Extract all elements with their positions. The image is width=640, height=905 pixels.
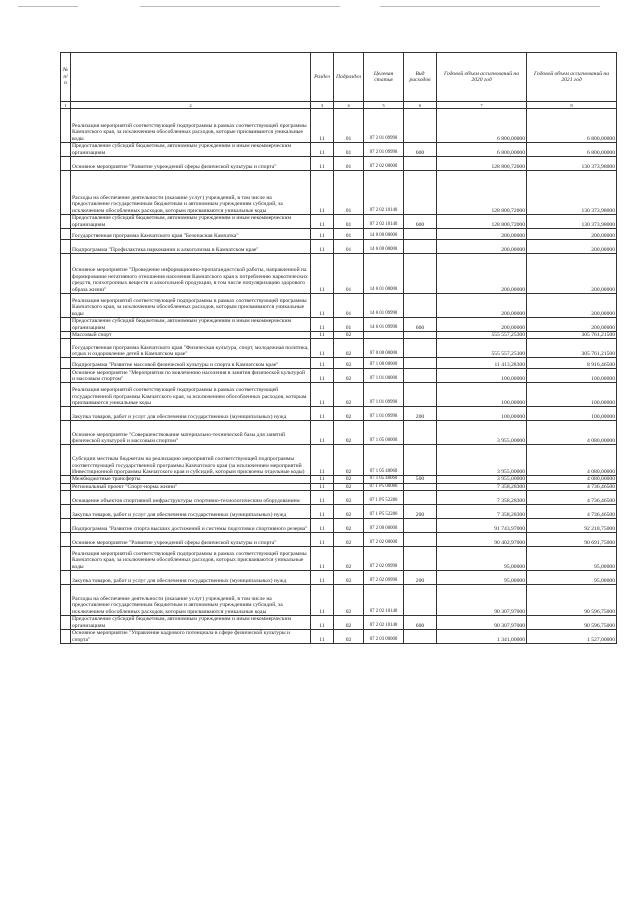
table-body — [61, 109, 617, 644]
row-podrazdel-cell: 02 — [334, 533, 364, 547]
row-podrazdel-cell: 01 — [334, 240, 364, 254]
row-sum-2020-cell: 90 307,97000 — [437, 616, 527, 630]
row-num-cell — [61, 254, 71, 294]
row-target-article-cell: 07 1 05 40060 — [364, 445, 404, 476]
column-index: 7 — [437, 102, 527, 109]
row-podrazdel-cell: 02 — [334, 339, 364, 358]
row-target-article-cell: 07 1 05 00000 — [364, 421, 404, 445]
table-row — [61, 630, 617, 644]
row-sum-2020-cell: 128 800,72000 — [437, 215, 527, 229]
row-expense-type-cell — [404, 254, 437, 294]
row-expense-type-cell: 500 — [404, 476, 437, 483]
row-razdel-cell: 11 — [311, 358, 334, 369]
header-sum-2020: Годовой объем ассигнований на 2020 год — [437, 53, 527, 102]
row-razdel-cell: 11 — [311, 519, 334, 533]
row-expense-type-cell — [404, 240, 437, 254]
row-expense-type-cell — [404, 157, 437, 171]
row-sum-2020-cell: 100,00000 — [437, 369, 527, 383]
row-razdel-cell: 11 — [311, 483, 334, 490]
table-row — [61, 157, 617, 171]
table-row — [61, 585, 617, 616]
row-podrazdel-cell: 01 — [334, 171, 364, 215]
row-razdel-cell: 11 — [311, 109, 334, 143]
row-name-cell: Подпрограмма "Профилактика наркомании и алкоголизма в Камчатском крае" — [71, 240, 311, 254]
row-target-article-cell: 07 2 02 09990 — [364, 547, 404, 571]
column-index: 2 — [71, 102, 311, 109]
row-num-cell — [61, 476, 71, 483]
table-row — [61, 294, 617, 318]
header-sum-2021: Годовой объем ассигнований на 2021 год — [527, 53, 617, 102]
row-target-article-cell: 07 1 P5 52280 — [364, 505, 404, 519]
row-podrazdel-cell: 02 — [334, 369, 364, 383]
row-num-cell — [61, 383, 71, 407]
row-razdel-cell: 11 — [311, 616, 334, 630]
table-row — [61, 421, 617, 445]
row-expense-type-cell — [404, 332, 437, 339]
row-num-cell — [61, 421, 71, 445]
row-target-article-cell: 07 0 00 00000 — [364, 339, 404, 358]
row-podrazdel-cell: 02 — [334, 571, 364, 585]
row-expense-type-cell: 600 — [404, 143, 437, 157]
row-target-article-cell: 07 1 01 09990 — [364, 407, 404, 421]
row-expense-type-cell — [404, 421, 437, 445]
row-sum-2021-cell: 130 373,98000 — [527, 215, 617, 229]
row-razdel-cell: 11 — [311, 533, 334, 547]
row-sum-2020-cell: 6 800,00000 — [437, 109, 527, 143]
table-row — [61, 407, 617, 421]
column-index: 3 — [311, 102, 334, 109]
row-name-cell: Оснащение объектов спортивной инфраструктуры спортивно-технологическим оборудованием — [71, 491, 311, 505]
row-expense-type-cell: 200 — [404, 407, 437, 421]
row-razdel-cell: 11 — [311, 585, 334, 616]
row-name-cell: Региональный проект "Спорт-норма жизни" — [71, 483, 311, 490]
row-num-cell — [61, 143, 71, 157]
row-name-cell: Государственная программа Камчатского края "Безопасная Камчатка" — [71, 229, 311, 240]
row-expense-type-cell — [404, 229, 437, 240]
table-row — [61, 445, 617, 476]
row-razdel-cell: 11 — [311, 421, 334, 445]
row-sum-2021-cell: 4 736,46500 — [527, 505, 617, 519]
table-row — [61, 505, 617, 519]
row-name-cell: Подпрограмма "Развитие спорта высших достижений и системы подготовки спортивного резерва" — [71, 519, 311, 533]
header-name — [71, 53, 311, 102]
row-razdel-cell: 11 — [311, 240, 334, 254]
row-name-cell: Основное мероприятие "Мероприятия по вовлечению населения в занятия физической культурой и массовым спортом" — [71, 369, 311, 383]
row-podrazdel-cell: 02 — [334, 421, 364, 445]
row-name-cell: Закупка товаров, работ и услуг для обеспечения государственных (муниципальных) нужд — [71, 571, 311, 585]
column-index: 4 — [334, 102, 364, 109]
row-sum-2021-cell: 4 080,00000 — [527, 476, 617, 483]
row-num-cell — [61, 358, 71, 369]
row-podrazdel-cell: 02 — [334, 483, 364, 490]
row-podrazdel-cell: 01 — [334, 229, 364, 240]
row-sum-2020-cell: 6 800,00000 — [437, 143, 527, 157]
row-target-article-cell: 14 6 01 09990 — [364, 294, 404, 318]
row-expense-type-cell: 600 — [404, 215, 437, 229]
row-sum-2020-cell: 200,00000 — [437, 318, 527, 332]
row-sum-2021-cell: 95,00000 — [527, 547, 617, 571]
row-name-cell: Расходы на обеспечение деятельности (оказание услуг) учреждений, в том числе на предоставление государственным бюджетным и автономным учреждениям субсидий, за исключением обособленных расходов, которым присваиваются уникальные коды — [71, 171, 311, 215]
row-expense-type-cell: 600 — [404, 318, 437, 332]
row-target-article-cell: 07 2 03 00000 — [364, 630, 404, 644]
row-podrazdel-cell: 02 — [334, 358, 364, 369]
row-sum-2021-cell: 92 218,75000 — [527, 519, 617, 533]
row-target-article-cell: 07 1 05 40060 — [364, 476, 404, 483]
row-target-article-cell: 07 2 02 10140 — [364, 616, 404, 630]
row-razdel-cell: 11 — [311, 254, 334, 294]
row-num-cell — [61, 157, 71, 171]
row-target-article-cell: 07 1 00 00000 — [364, 358, 404, 369]
row-razdel-cell: 11 — [311, 171, 334, 215]
row-sum-2021-cell: 130 373,98000 — [527, 171, 617, 215]
row-podrazdel-cell: 02 — [334, 407, 364, 421]
row-num-cell — [61, 547, 71, 571]
row-num-cell — [61, 229, 71, 240]
row-expense-type-cell — [404, 533, 437, 547]
row-sum-2020-cell: 555 557,25300 — [437, 339, 527, 358]
row-name-cell: Закупка товаров, работ и услуг для обеспечения государственных (муниципальных) нужд — [71, 407, 311, 421]
table-header-row — [61, 53, 617, 102]
budget-allocation-table — [60, 52, 617, 644]
row-target-article-cell: 07 2 00 00000 — [364, 519, 404, 533]
row-podrazdel-cell: 02 — [334, 476, 364, 483]
table-row — [61, 369, 617, 383]
row-sum-2020-cell: 3 955,00000 — [437, 445, 527, 476]
row-sum-2020-cell: 3 955,00000 — [437, 476, 527, 483]
row-name-cell: Реализация мероприятий соответствующей подпрограммы в рамках соответствующей программы Камчатского края, за исключением обособленных расходов, которых присваиваются уникальные коды — [71, 547, 311, 571]
row-podrazdel-cell: 01 — [334, 215, 364, 229]
row-num-cell — [61, 215, 71, 229]
row-num-cell — [61, 109, 71, 143]
row-sum-2021-cell: 8 916,46500 — [527, 358, 617, 369]
table-row — [61, 571, 617, 585]
table-row — [61, 339, 617, 358]
row-sum-2021-cell: 95,00000 — [527, 571, 617, 585]
table-row — [61, 229, 617, 240]
page-top-rule — [0, 0, 640, 18]
row-razdel-cell: 11 — [311, 476, 334, 483]
column-index: 8 — [527, 102, 617, 109]
row-num-cell — [61, 339, 71, 358]
row-name-cell: Основное мероприятие "Развитие учреждений сферы физической культуры и спорта" — [71, 157, 311, 171]
row-sum-2020-cell: 3 955,00000 — [437, 421, 527, 445]
row-target-article-cell: 07 2 02 00000 — [364, 533, 404, 547]
row-sum-2020-cell: 200,00000 — [437, 254, 527, 294]
header-razdel: Раздел — [311, 53, 334, 102]
row-name-cell: Межбюджетные трансферты — [71, 476, 311, 483]
row-sum-2020-cell: 128 800,72000 — [437, 171, 527, 215]
row-num-cell — [61, 332, 71, 339]
row-sum-2020-cell: 100,00000 — [437, 407, 527, 421]
row-podrazdel-cell: 02 — [334, 505, 364, 519]
row-name-cell: Основное мероприятие "Проведение информационно-пропагандистской работы, направленной на формирование негативного отношения населения Камчатского края к потреблению наркотических средств, психотропных веществ и алкогольной продукции, в том числе популяризацию здорового образа жизни" — [71, 254, 311, 294]
row-name-cell: Массовый спорт — [71, 332, 311, 339]
row-sum-2021-cell: 1 527,00000 — [527, 630, 617, 644]
row-sum-2021-cell: 4 736,46500 — [527, 491, 617, 505]
row-target-article-cell: 07 2 02 10140 — [364, 215, 404, 229]
row-sum-2021-cell: 100,00000 — [527, 369, 617, 383]
row-name-cell: Предоставление субсидий бюджетным, автономным учреждениям и иным некоммерческим организациям — [71, 616, 311, 630]
row-sum-2020-cell: 1 341,00000 — [437, 630, 527, 644]
header-expense-type: Вид расходов — [404, 53, 437, 102]
row-target-article-cell: 07 2 02 09990 — [364, 571, 404, 585]
row-num-cell — [61, 571, 71, 585]
row-num-cell — [61, 491, 71, 505]
row-sum-2020-cell: 200,00000 — [437, 240, 527, 254]
row-podrazdel-cell: 02 — [334, 383, 364, 407]
row-sum-2021-cell: 200,00000 — [527, 254, 617, 294]
row-podrazdel-cell: 01 — [334, 109, 364, 143]
table-row — [61, 547, 617, 571]
row-sum-2020-cell: 7 358,28300 — [437, 505, 527, 519]
row-sum-2020-cell: 200,00000 — [437, 294, 527, 318]
row-num-cell — [61, 240, 71, 254]
row-name-cell: Подпрограмма "Развитие массовой физической культуры и спорта в Камчатском крае" — [71, 358, 311, 369]
row-num-cell — [61, 294, 71, 318]
row-target-article-cell: 14 6 01 09990 — [364, 318, 404, 332]
row-sum-2021-cell: 4 736,46500 — [527, 483, 617, 490]
row-expense-type-cell — [404, 109, 437, 143]
table-row — [61, 533, 617, 547]
row-razdel-cell: 11 — [311, 445, 334, 476]
row-expense-type-cell — [404, 519, 437, 533]
column-index: 5 — [364, 102, 404, 109]
row-sum-2020-cell: 95,00000 — [437, 547, 527, 571]
row-razdel-cell: 11 — [311, 215, 334, 229]
row-sum-2021-cell: 90 596,75000 — [527, 585, 617, 616]
row-name-cell: Предоставление субсидий бюджетным, автономным учреждениям и иным некоммерческим организациям — [71, 318, 311, 332]
row-expense-type-cell: 200 — [404, 571, 437, 585]
row-expense-type-cell — [404, 491, 437, 505]
row-num-cell — [61, 318, 71, 332]
column-index: 1 — [61, 102, 71, 109]
row-podrazdel-cell: 02 — [334, 547, 364, 571]
row-num-cell — [61, 505, 71, 519]
row-razdel-cell: 11 — [311, 294, 334, 318]
row-razdel-cell: 11 — [311, 547, 334, 571]
row-expense-type-cell — [404, 369, 437, 383]
row-razdel-cell: 11 — [311, 505, 334, 519]
row-num-cell — [61, 519, 71, 533]
row-name-cell: Расходы на обеспечение деятельности (оказание услуг) учреждений, в том числе на предоставление государственным бюджетным и автономным учреждениям субсидий, за исключением обособленных расходов, которым присваиваются уникальные коды — [71, 585, 311, 616]
row-expense-type-cell — [404, 547, 437, 571]
row-expense-type-cell: 600 — [404, 616, 437, 630]
column-index-row — [61, 102, 617, 109]
row-sum-2021-cell: 4 080,00000 — [527, 445, 617, 476]
row-razdel-cell: 11 — [311, 571, 334, 585]
row-razdel-cell: 11 — [311, 630, 334, 644]
row-expense-type-cell — [404, 358, 437, 369]
row-sum-2021-cell: 200,00000 — [527, 240, 617, 254]
table-row — [61, 383, 617, 407]
row-sum-2021-cell: 305 761,21500 — [527, 339, 617, 358]
row-sum-2021-cell: 6 800,00000 — [527, 109, 617, 143]
row-target-article-cell: 07 2 02 10140 — [364, 585, 404, 616]
row-num-cell — [61, 585, 71, 616]
row-sum-2021-cell: 200,00000 — [527, 294, 617, 318]
row-target-article-cell: 14 6 00 00000 — [364, 240, 404, 254]
row-name-cell: Предоставление субсидий бюджетным, автономным учреждениям и иным некоммерческим организациям — [71, 143, 311, 157]
row-expense-type-cell — [404, 630, 437, 644]
header-num: № п/п — [61, 53, 71, 102]
row-name-cell: Предоставление субсидий бюджетным, автономным учреждениям и иным некоммерческим организациям — [71, 215, 311, 229]
row-name-cell: Субсидии местным бюджетам на реализацию мероприятий соответствующей подпрограммы соответствующей государственной программы Камчатского края (за исключением мероприятий Инвестиционной программы Камчатского края и субсидий, которым присвоены отдельные коды) — [71, 445, 311, 476]
table-row — [61, 616, 617, 630]
row-sum-2021-cell: 90 691,75000 — [527, 533, 617, 547]
row-sum-2020-cell: 555 557,25300 — [437, 332, 527, 339]
row-name-cell: Закупка товаров, работ и услуг для обеспечения государственных (муниципальных) нужд — [71, 505, 311, 519]
row-expense-type-cell — [404, 171, 437, 215]
table-row — [61, 483, 617, 490]
row-podrazdel-cell: 01 — [334, 254, 364, 294]
row-sum-2020-cell: 7 358,28300 — [437, 491, 527, 505]
row-sum-2021-cell: 100,00000 — [527, 407, 617, 421]
table-row — [61, 332, 617, 339]
row-podrazdel-cell: 01 — [334, 318, 364, 332]
row-podrazdel-cell: 02 — [334, 491, 364, 505]
row-num-cell — [61, 616, 71, 630]
row-num-cell — [61, 533, 71, 547]
row-num-cell — [61, 369, 71, 383]
row-sum-2020-cell: 100,00000 — [437, 383, 527, 407]
row-sum-2021-cell: 130 373,98000 — [527, 157, 617, 171]
row-target-article-cell: 07 1 P5 52280 — [364, 491, 404, 505]
row-razdel-cell: 11 — [311, 339, 334, 358]
table-row — [61, 358, 617, 369]
table-row — [61, 254, 617, 294]
row-razdel-cell: 11 — [311, 143, 334, 157]
row-razdel-cell: 11 — [311, 383, 334, 407]
row-target-article-cell: 14 6 01 00000 — [364, 254, 404, 294]
column-index: 6 — [404, 102, 437, 109]
row-razdel-cell: 11 — [311, 407, 334, 421]
row-name-cell: Государственная программа Камчатского края "Физическая культура, спорт, молодежная политика, отдых и оздоровление детей в Камчатском крае" — [71, 339, 311, 358]
row-num-cell — [61, 445, 71, 476]
budget-table-page — [60, 52, 616, 644]
row-podrazdel-cell: 02 — [334, 332, 364, 339]
row-expense-type-cell — [404, 585, 437, 616]
row-target-article-cell: 07 1 01 00000 — [364, 369, 404, 383]
row-name-cell: Реализация мероприятий соответствующей подпрограммы в рамках соответствующей государственной программы Камчатского края, за исключением обособленных расходов, которым присваиваются уникальные коды — [71, 383, 311, 407]
row-target-article-cell: 07 2 01 09990 — [364, 143, 404, 157]
row-name-cell: Основное мероприятие "Управление кадрового потенциала в сфере физической культуры и спорта" — [71, 630, 311, 644]
row-razdel-cell: 11 — [311, 369, 334, 383]
table-row — [61, 491, 617, 505]
row-podrazdel-cell: 02 — [334, 616, 364, 630]
row-target-article-cell: 07 2 02 10140 — [364, 171, 404, 215]
row-sum-2020-cell: 7 358,28300 — [437, 483, 527, 490]
row-podrazdel-cell: 02 — [334, 519, 364, 533]
row-expense-type-cell: 200 — [404, 505, 437, 519]
row-num-cell — [61, 171, 71, 215]
row-expense-type-cell — [404, 294, 437, 318]
row-sum-2021-cell: 200,00000 — [527, 318, 617, 332]
row-num-cell — [61, 483, 71, 490]
row-target-article-cell: 07 1 P5 00000 — [364, 483, 404, 490]
row-podrazdel-cell: 01 — [334, 143, 364, 157]
row-podrazdel-cell: 02 — [334, 445, 364, 476]
row-name-cell: Реализация мероприятий соответствующей подпрограммы в рамках соответствующей программы Камчатского края, за исключением обособленных расходов, которым присваиваются уникальные коды — [71, 294, 311, 318]
row-target-article-cell: 07 2 02 00000 — [364, 157, 404, 171]
row-sum-2021-cell: 90 596,75000 — [527, 616, 617, 630]
row-podrazdel-cell: 02 — [334, 585, 364, 616]
row-razdel-cell: 11 — [311, 157, 334, 171]
row-expense-type-cell — [404, 383, 437, 407]
table-row — [61, 476, 617, 483]
table-row — [61, 215, 617, 229]
table-row — [61, 240, 617, 254]
row-expense-type-cell — [404, 445, 437, 476]
row-target-article-cell: 07 1 01 09990 — [364, 383, 404, 407]
row-podrazdel-cell: 01 — [334, 157, 364, 171]
row-razdel-cell: 11 — [311, 318, 334, 332]
row-num-cell — [61, 407, 71, 421]
row-sum-2020-cell: 91 743,97000 — [437, 519, 527, 533]
row-expense-type-cell — [404, 339, 437, 358]
row-razdel-cell: 11 — [311, 229, 334, 240]
row-sum-2020-cell: 11 413,28300 — [437, 358, 527, 369]
table-row — [61, 171, 617, 215]
header-target-article: Целевая статья — [364, 53, 404, 102]
row-sum-2020-cell: 90 307,97000 — [437, 585, 527, 616]
row-sum-2021-cell: 6 800,00000 — [527, 143, 617, 157]
row-sum-2021-cell: 305 761,21500 — [527, 332, 617, 339]
row-sum-2020-cell: 200,00000 — [437, 229, 527, 240]
row-name-cell: Основное мероприятие "Совершенствование материально-технической базы для занятий физической культурой и массовым спортом" — [71, 421, 311, 445]
header-podrazdel: Подраздел — [334, 53, 364, 102]
row-razdel-cell: 11 — [311, 491, 334, 505]
row-target-article-cell: 14 0 00 00000 — [364, 229, 404, 240]
row-name-cell: Реализация мероприятий соответствующей подпрограммы в рамках соответствующей программы Камчатского края, за исключением обособленных расходов, которые присваиваются уникальные коды — [71, 109, 311, 143]
row-sum-2021-cell: 4 080,00000 — [527, 421, 617, 445]
row-target-article-cell — [364, 332, 404, 339]
row-podrazdel-cell: 01 — [334, 294, 364, 318]
row-name-cell: Основное мероприятие "Развитие учреждений сферы физической культуры и спорта" — [71, 533, 311, 547]
table-row — [61, 318, 617, 332]
row-target-article-cell: 07 2 01 09990 — [364, 109, 404, 143]
row-expense-type-cell — [404, 483, 437, 490]
row-sum-2020-cell: 128 800,72000 — [437, 157, 527, 171]
row-num-cell — [61, 630, 71, 644]
row-podrazdel-cell: 02 — [334, 630, 364, 644]
row-sum-2020-cell: 90 402,97000 — [437, 533, 527, 547]
row-razdel-cell: 11 — [311, 332, 334, 339]
row-sum-2020-cell: 95,00000 — [437, 571, 527, 585]
table-row — [61, 519, 617, 533]
table-row — [61, 109, 617, 143]
row-sum-2021-cell: 200,00000 — [527, 229, 617, 240]
row-sum-2021-cell: 100,00000 — [527, 383, 617, 407]
table-row — [61, 143, 617, 157]
